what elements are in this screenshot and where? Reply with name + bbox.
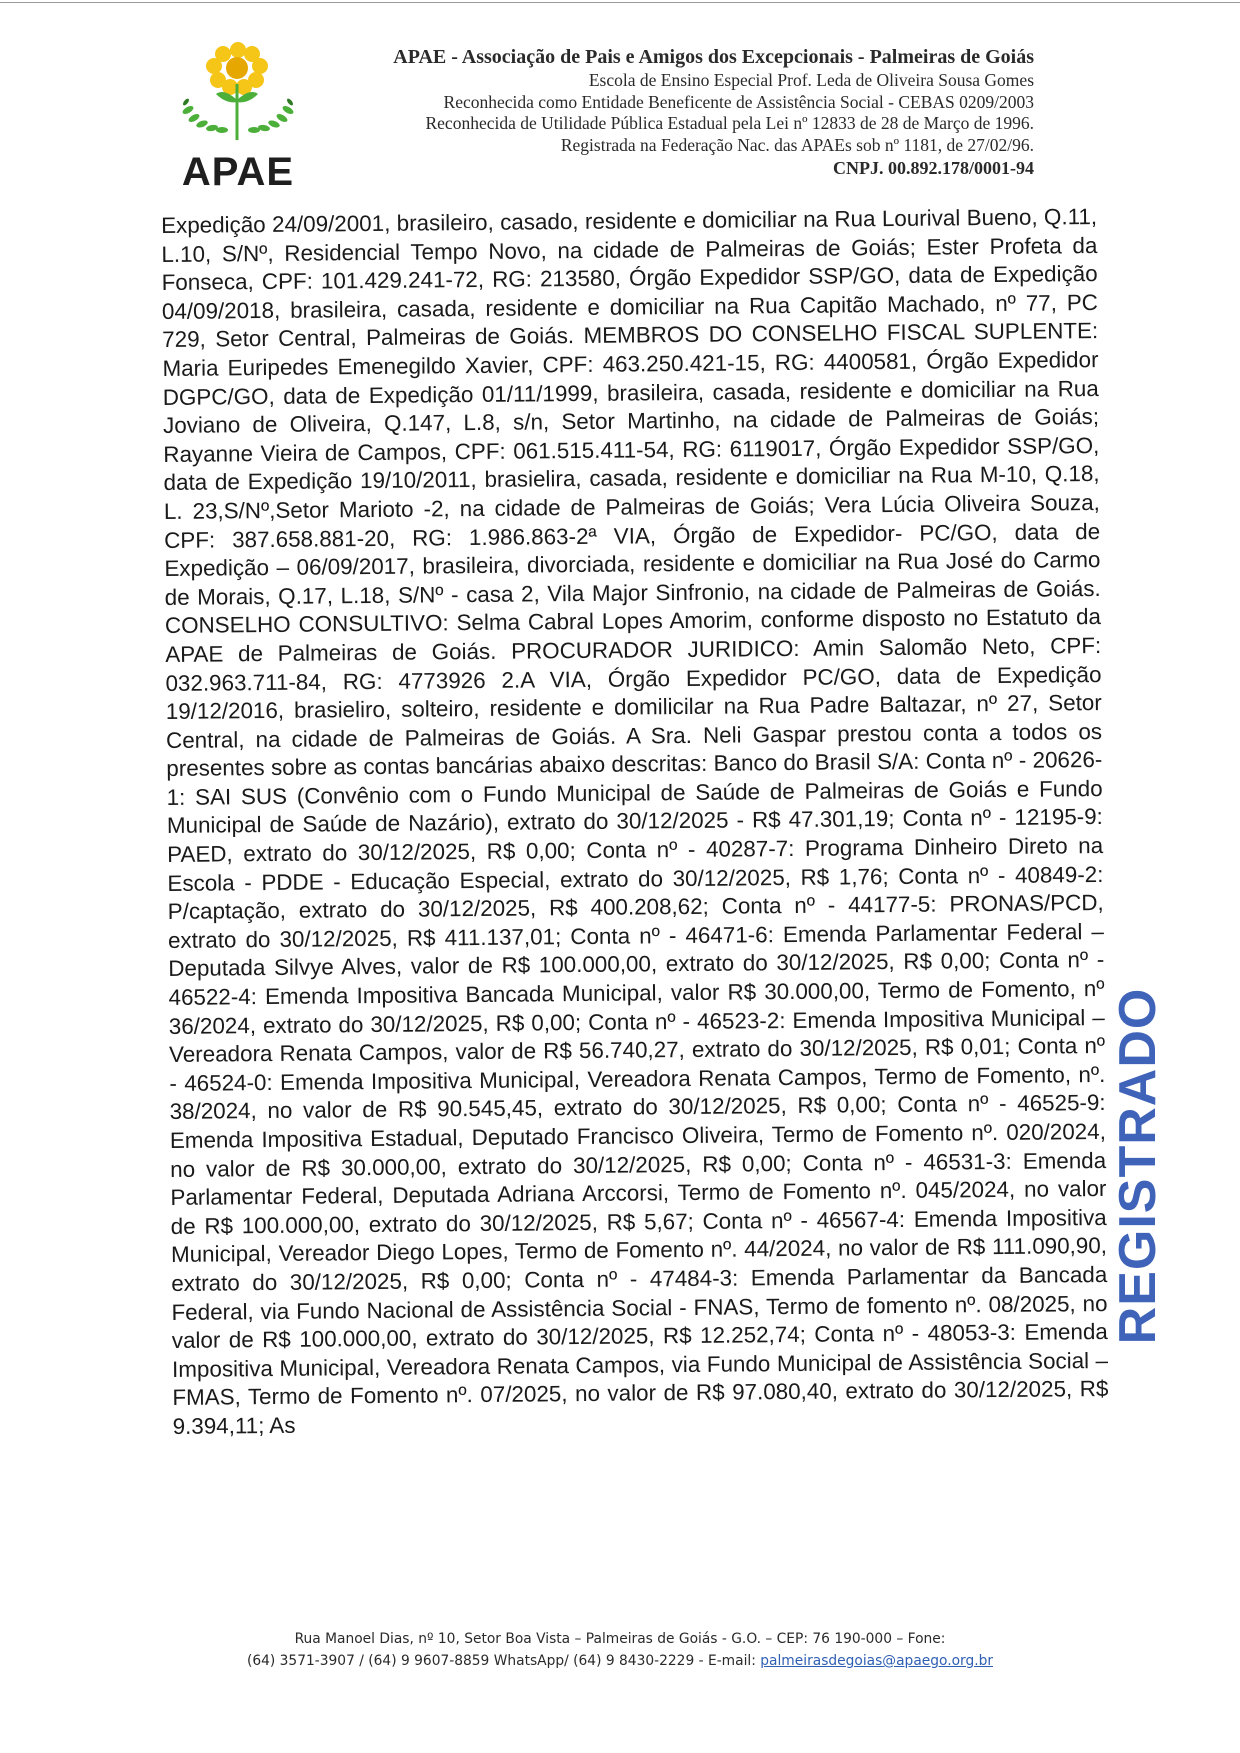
registered-stamp [1106, 987, 1170, 1345]
letterhead-line-1: Escola de Ensino Especial Prof. Leda de Oliveira Sousa Gomes [588, 70, 1034, 90]
letterhead [274, 44, 1034, 180]
body-paragraph: Expedição 24/09/2001, brasileiro, casado, residente e domiciliar na Rua Lourival Bueno, Q.11, L.10, S/Nº, Residencial Tempo Novo, na cidade de Palmeiras de Goiás; Ester Profeta da Fonseca, CPF: 101.429.241-72, RG: 213580, Órgão Expedidor SSP/GO, data de Expedição 04/09/2018, brasileira, casada, residente e domiciliar na Rua Capitão Machado, nº 77, PC 729, Setor Central, Palmeiras de Goiás. MEMBROS DO CONSELHO FISCAL SUPLENTE: Maria Euripedes Emenegildo Xavier, CPF: 463.250.421-15, RG: 4400581, Órgão Expedidor DGPC/GO, data de Expedição 01/11/1999, brasileira, casada, residente e domiciliar na Rua Joviano de Oliveira, Q.147, L.8, s/n, Setor Martinho, na cidade de Palmeiras de Goiás; Rayanne Vieira de Campos, CPF: 061.515.411-54, RG: 6119017, Órgão Expedidor SSP/GO, data de Expedição 19/10/2011, brasielira, casada, residente e domiciliar na Rua M-10, Q.18, L. 23,S/Nº,Setor Marioto -2, na cidade de Palmeiras de Goiás; Vera Lúcia Oliveira Souza, CPF: 387.658.881-20, RG: 1.986.863-2ª VIA, Órgão de Expedidor- PC/GO, data de Expedição – 06/09/2017, brasileira, divorciada, residente e domiciliar na Rua José do Carmo de Morais, Q.17, L.18, S/Nº - casa 2, Vila Major Sinfronio, na cidade de Palmeiras de Goiás. CONSELHO CONSULTIVO: Selma Cabral Lopes Amorim, conforme disposto no Estatuto da APAE de Palmeiras de Goiás. PROCURADOR JURIDICO: Amin Salomão Neto, CPF: 032.963.711-84, RG: 4773926 2.A VIA, Órgão Expedidor PC/GO, data de Expedição 19/12/2016, brasieliro, solteiro, residente e domilicilar na Rua Padre Baltazar, nº 27, Setor Central, na cidade de Palmeiras de Goiás. A Sra. Neli Gaspar prestou conta a todos os presentes sobre as contas bancárias abaixo descritas: Banco do Brasil S/A: Conta nº - 20626-1: SAI SUS (Convênio com o Fundo Municipal de Saúde de Palmeiras de Goiás e Fundo Municipal de Saúde de Nazário), extrato do 30/12/2025 - R$ 47.301,19; Conta nº - 12195-9: PAED, extrato do 30/12/2025, R$ 0,00; Conta nº - 40287-7: Programa Dinheiro Direto na Escola - PDDE - Educação Especial, extrato do 30/12/2025, R$ 1,76; Conta nº - 40849-2: P/captação, extrato do 30/12/2025, R$ 400.208,62; Conta nº - 44177-5: PRONAS/PCD, extrato do 30/12/2025, R$ 411.137,01; Conta nº - 46471-6: Emenda Parlamentar Federal – Deputada Silvye Alves, valor de R$ 100.000,00, extrato do 30/12/2025, R$ 0,00; Conta nº - 46522-4: Emenda Impositiva Bancada Municipal, valor R$ 30.000,00, Termo de Fomento, nº 36/2024, extrato do 30/12/2025, R$ 0,00; Conta nº - 46523-2: Emenda Impositiva Municipal – Vereadora Renata Campos, valor de R$ 56.740,27, extrato do 30/12/2025, R$ 0,01; Conta nº - 46524-0: Emenda Impositiva Municipal, Vereadora Renata Campos, Termo de Fomento, nº. 38/2024, no valor de R$ 90.545,45, extrato do 30/12/2025, R$ 0,00; Conta nº - 46525-9: Emenda Impositiva Estadual, Deputado Francisco Oliveira, Termo de Fomento nº. 020/2024, no valor de R$ 30.000,00, extrato do 30/12/2025, R$ 0,00; Conta nº - 46531-3: Emenda Parlamentar Federal, Deputada Adriana Arccorsi, Termo de Fomento nº. 045/2024, no valor de R$ 100.000,00, extrato do 30/12/2025, R$ 5,67; Conta nº - 46567-4: Emenda Impositiva Municipal, Vereador Diego Lopes, Termo de Fomento nº. 44/2024, no valor de R$ 111.090,90, extrato do 30/12/2025, R$ 0,00; Conta nº - 47484-3: Emenda Parlamentar da Bancada Federal, via Fundo Nacional de Assistência Social - FNAS, Termo de fomento nº. 08/2025, no valor de R$ 100.000,00, extrato do 30/12/2025, R$ 12.252,74; Conta nº - 48053-3: Emenda Impositiva Municipal, Vereadora Renata Campos, via Fundo Municipal de Assistência Social – FMAS, Termo de Fomento nº. 07/2025, no valor de R$ 97.080,40, extrato do 30/12/2025, R$ 9.394,11; As [161, 204, 1109, 1439]
top-rule [0, 2, 1240, 3]
footer-address: Rua Manoel Dias, nº 10, Setor Boa Vista – Palmeiras de Goiás - G.O. – CEP: 76 190-000 – Fone: [294, 1631, 946, 1647]
footer-phones: (64) 3571-3907 / (64) 9 9607-8859 WhatsApp/ (64) 9 8430-2229 - E-mail: [246, 1653, 761, 1669]
footer-email-link[interactable]: palmeirasdegoias@apaego.org.br [760, 1653, 994, 1669]
footer-contacts [200, 1650, 1040, 1672]
letterhead-line-4: Registrada na Federação Nac. das APAEs sob nº 1181, de 27/02/96. [560, 134, 1034, 155]
document-body [161, 203, 1109, 1441]
cnpj: CNPJ. 00.892.178/0001-94 [833, 158, 1034, 178]
stamp-text: REGISTRADO [1109, 987, 1167, 1345]
letterhead-line-2: Reconhecida como Entidade Beneficente de Assistência Social - CEBAS 0209/2003 [443, 91, 1034, 112]
letterhead-line-3: Reconhecida de Utilidade Pública Estadual pela Lei nº 12833 de 28 de Março de 1996. [425, 113, 1034, 133]
logo-wordmark: APAE [181, 150, 295, 194]
organization-title: APAE - Associação de Pais e Amigos dos Excepcionais - Palmeiras de Goiás [393, 46, 1034, 68]
footer [200, 1628, 1040, 1672]
